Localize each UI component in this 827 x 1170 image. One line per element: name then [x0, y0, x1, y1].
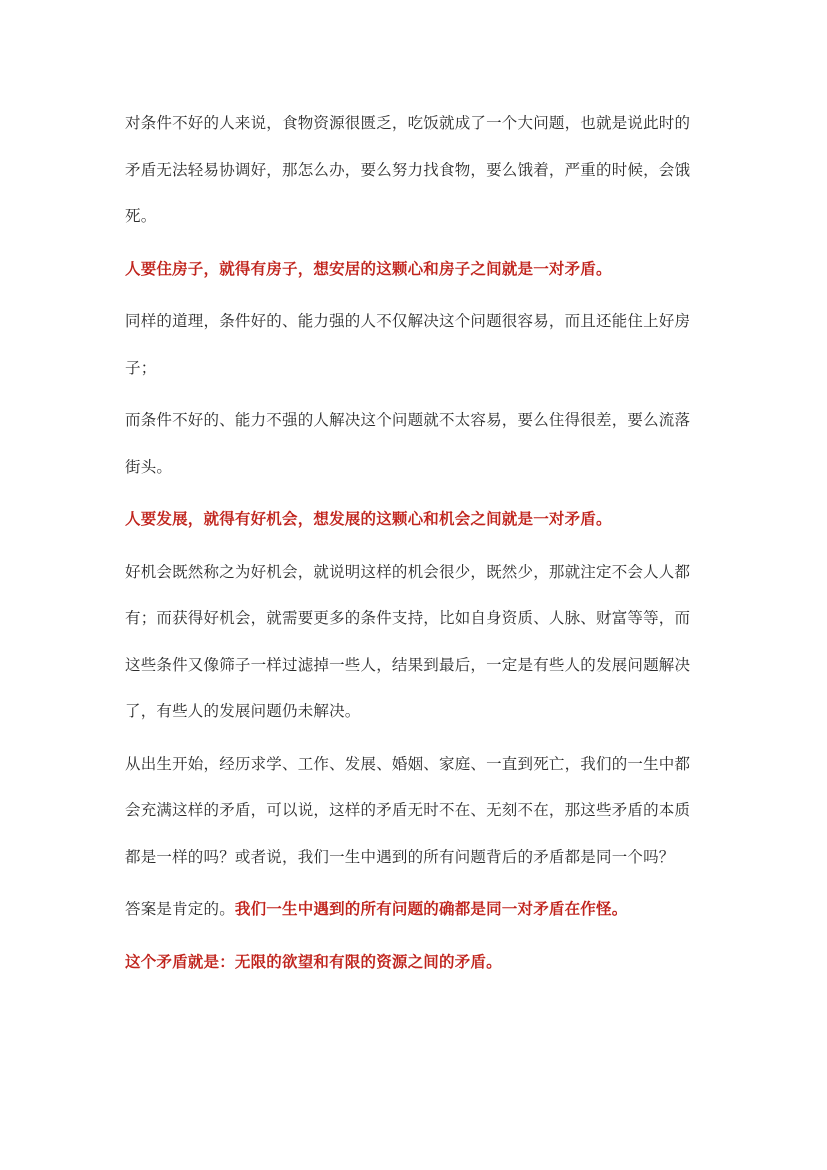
highlight-text: 人要住房子，就得有房子，想安居的这颗心和房子之间就是一对矛盾。 — [125, 259, 612, 278]
paragraph-opportunity — [125, 549, 705, 735]
highlight-development — [125, 496, 705, 543]
paragraph-text: 同样的道理，条件好的、能力强的人不仅解决这个问题很容易，而且还能住上好房子； — [125, 312, 691, 377]
paragraph-text: 好机会既然称之为好机会，就说明这样的机会很少，既然少，那就注定不会人人都有；而获得好机会，就需要更多的条件支持，比如自身资质、人脉、财富等等，而这些条件又像筛子一样过滤掉一些人，结果到最后，一定是有些人的发展问题解决了，有些人的发展问题仍未解决。 — [125, 562, 691, 720]
highlight-text: 我们一生中遇到的所有问题的确都是同一对矛盾在作怪。 — [234, 900, 628, 918]
highlight-text: 人要发展，就得有好机会，想发展的这颗心和机会之间就是一对矛盾。 — [125, 510, 612, 528]
paragraph-housing-poor — [125, 397, 705, 490]
paragraph-housing-good — [125, 298, 705, 391]
paragraph-text: 对条件不好的人来说，食物资源很匮乏，吃饭就成了一个大问题，也就是说此时的矛盾无法轻易协调好，那怎么办，要么努力找食物，要么饿着，严重的时候，会饿死。 — [125, 114, 691, 225]
highlight-conclusion — [125, 939, 705, 986]
article-body — [125, 100, 705, 985]
paragraph-life-contradictions — [125, 741, 705, 881]
paragraph-text: 而条件不好的、能力不强的人解决这个问题就不太容易，要么住得很差，要么流落街头。 — [125, 411, 691, 476]
paragraph-food — [125, 100, 705, 240]
highlight-text: 这个矛盾就是：无限的欲望和有限的资源之间的矛盾。 — [125, 952, 502, 971]
paragraph-text: 答案是肯定的。 — [125, 900, 235, 918]
paragraph-text: 从出生开始，经历求学、工作、发展、婚姻、家庭、一直到死亡，我们的一生中都会充满这样的矛盾，可以说，这样的矛盾无时不在、无刻不在，那这些矛盾的本质都是一样的吗？或者说，我们一生中遇到的所有问题背后的矛盾都是同一个吗？ — [125, 754, 691, 866]
highlight-housing — [125, 246, 705, 293]
paragraph-answer — [125, 886, 705, 933]
